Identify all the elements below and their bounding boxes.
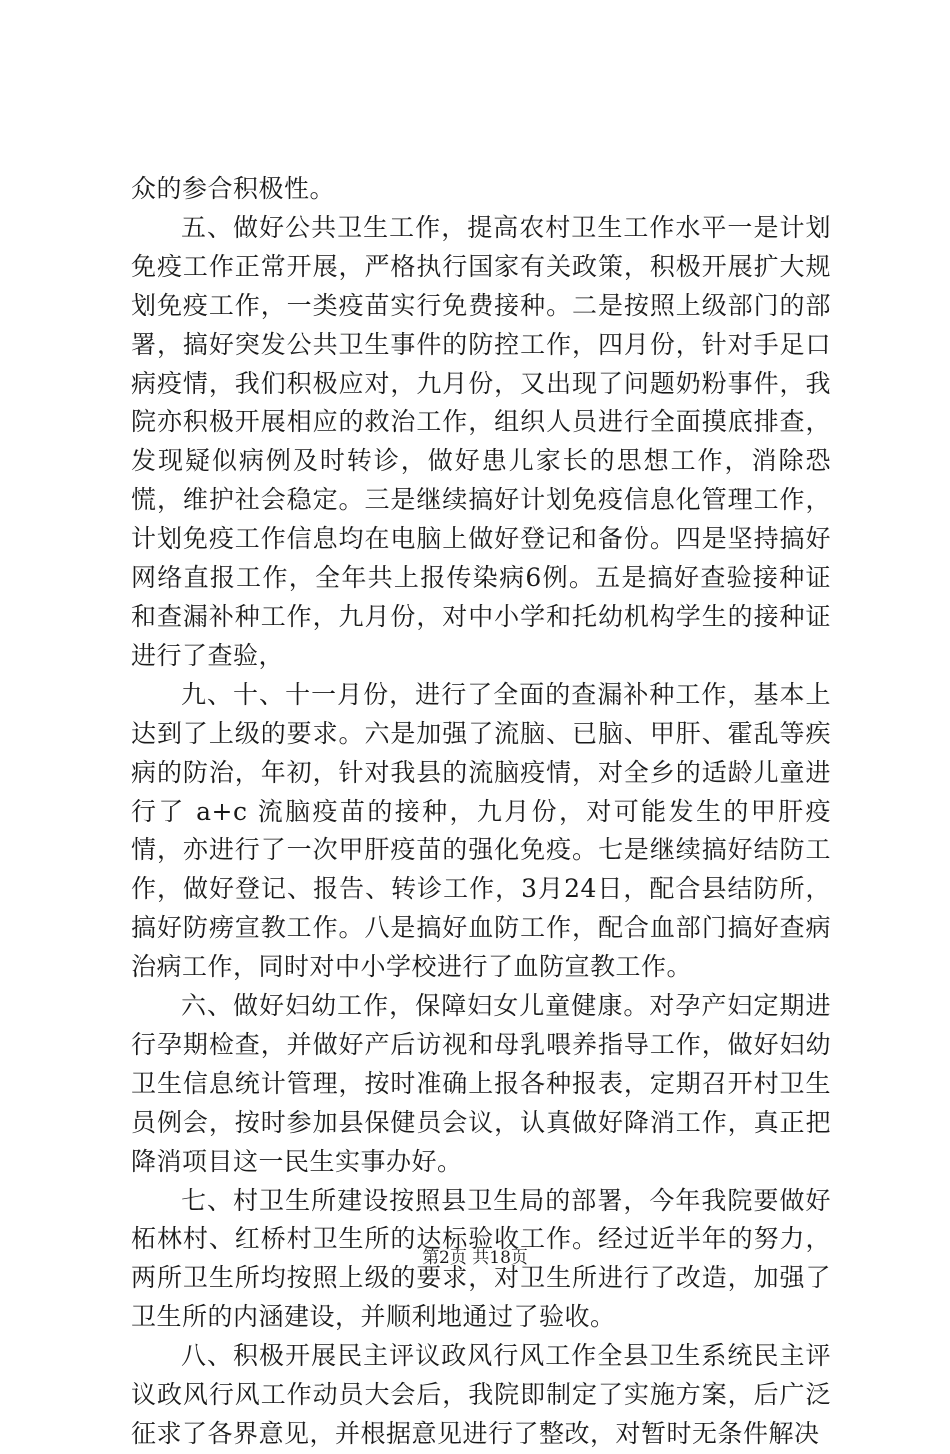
paragraph-democratic-review: 八、积极开展民主评议政风行风工作全县卫生系统民主评议政风行风工作动员大会后，我院即制定了实施方案，后广泛征求了各界意见，并根据意见进行了整改，对暂时无条件解决: [131, 1341, 831, 1448]
page-number-footer: 第2页 共18页: [422, 1248, 528, 1268]
paragraph-continuation: 众的参合积极性。: [131, 174, 336, 203]
paragraph-vaccination-followup: 九、十、十一月份，进行了全面的查漏补种工作，基本上达到了上级的要求。六是加强了流脑、已脑、甲肝、霍乱等疾病的防治，年初，针对我县的流脑疫情，对全乡的适龄儿童进行了 a+c 流脑疫苗的接种，九月份，对可能发生的甲肝疫情，亦进行了一次甲肝疫苗的强化免疫。七是继续搞好结防工作，做好登记、报告、转诊工作，3月24日，配合县结防所，搞好防痨宣教工作。八是搞好血防工作，配合血部门搞好查病治病工作，同时对中小学校进行了血防宣教工作。: [131, 679, 831, 982]
paragraph-village-clinic: 七、村卫生所建设按照县卫生局的部署，今年我院要做好柘林村、红桥村卫生所的达标验收工作。经过近半年的努力，两所卫生所均按照上级的要求，对卫生所进行了改造，加强了卫生所的内涵建设，并顺利地通过了验收。: [131, 1185, 831, 1332]
paragraph-public-health: 五、做好公共卫生工作，提高农村卫生工作水平一是计划免疫工作正常开展，严格执行国家有关政策，积极开展扩大规划免疫工作，一类疫苗实行免费接种。二是按照上级部门的部署，搞好突发公共卫生事件的防控工作，四月份，针对手足口病疫情，我们积极应对，九月份，又出现了问题奶粉事件，我院亦积极开展相应的救治工作，组织人员进行全面摸底排查，发现疑似病例及时转诊，做好患儿家长的思想工作，消除恐慌，维护社会稳定。三是继续搞好计划免疫信息化管理工作，计划免疫工作信息均在电脑上做好登记和备份。四是坚持搞好网络直报工作，全年共上报传染病6例。五是搞好查验接种证和查漏补种工作，九月份，对中小学和托幼机构学生的接种证进行了查验，: [131, 212, 831, 670]
paragraph-maternal-child-health: 六、做好妇幼工作，保障妇女儿童健康。对孕产妇定期进行孕期检查，并做好产后访视和母乳喂养指导工作，做好妇幼卫生信息统计管理，按时准确上报各种报表，定期召开村卫生员例会，按时参加县保健员会议，认真做好降消工作，真正把降消项目这一民生实事办好。: [131, 991, 831, 1176]
